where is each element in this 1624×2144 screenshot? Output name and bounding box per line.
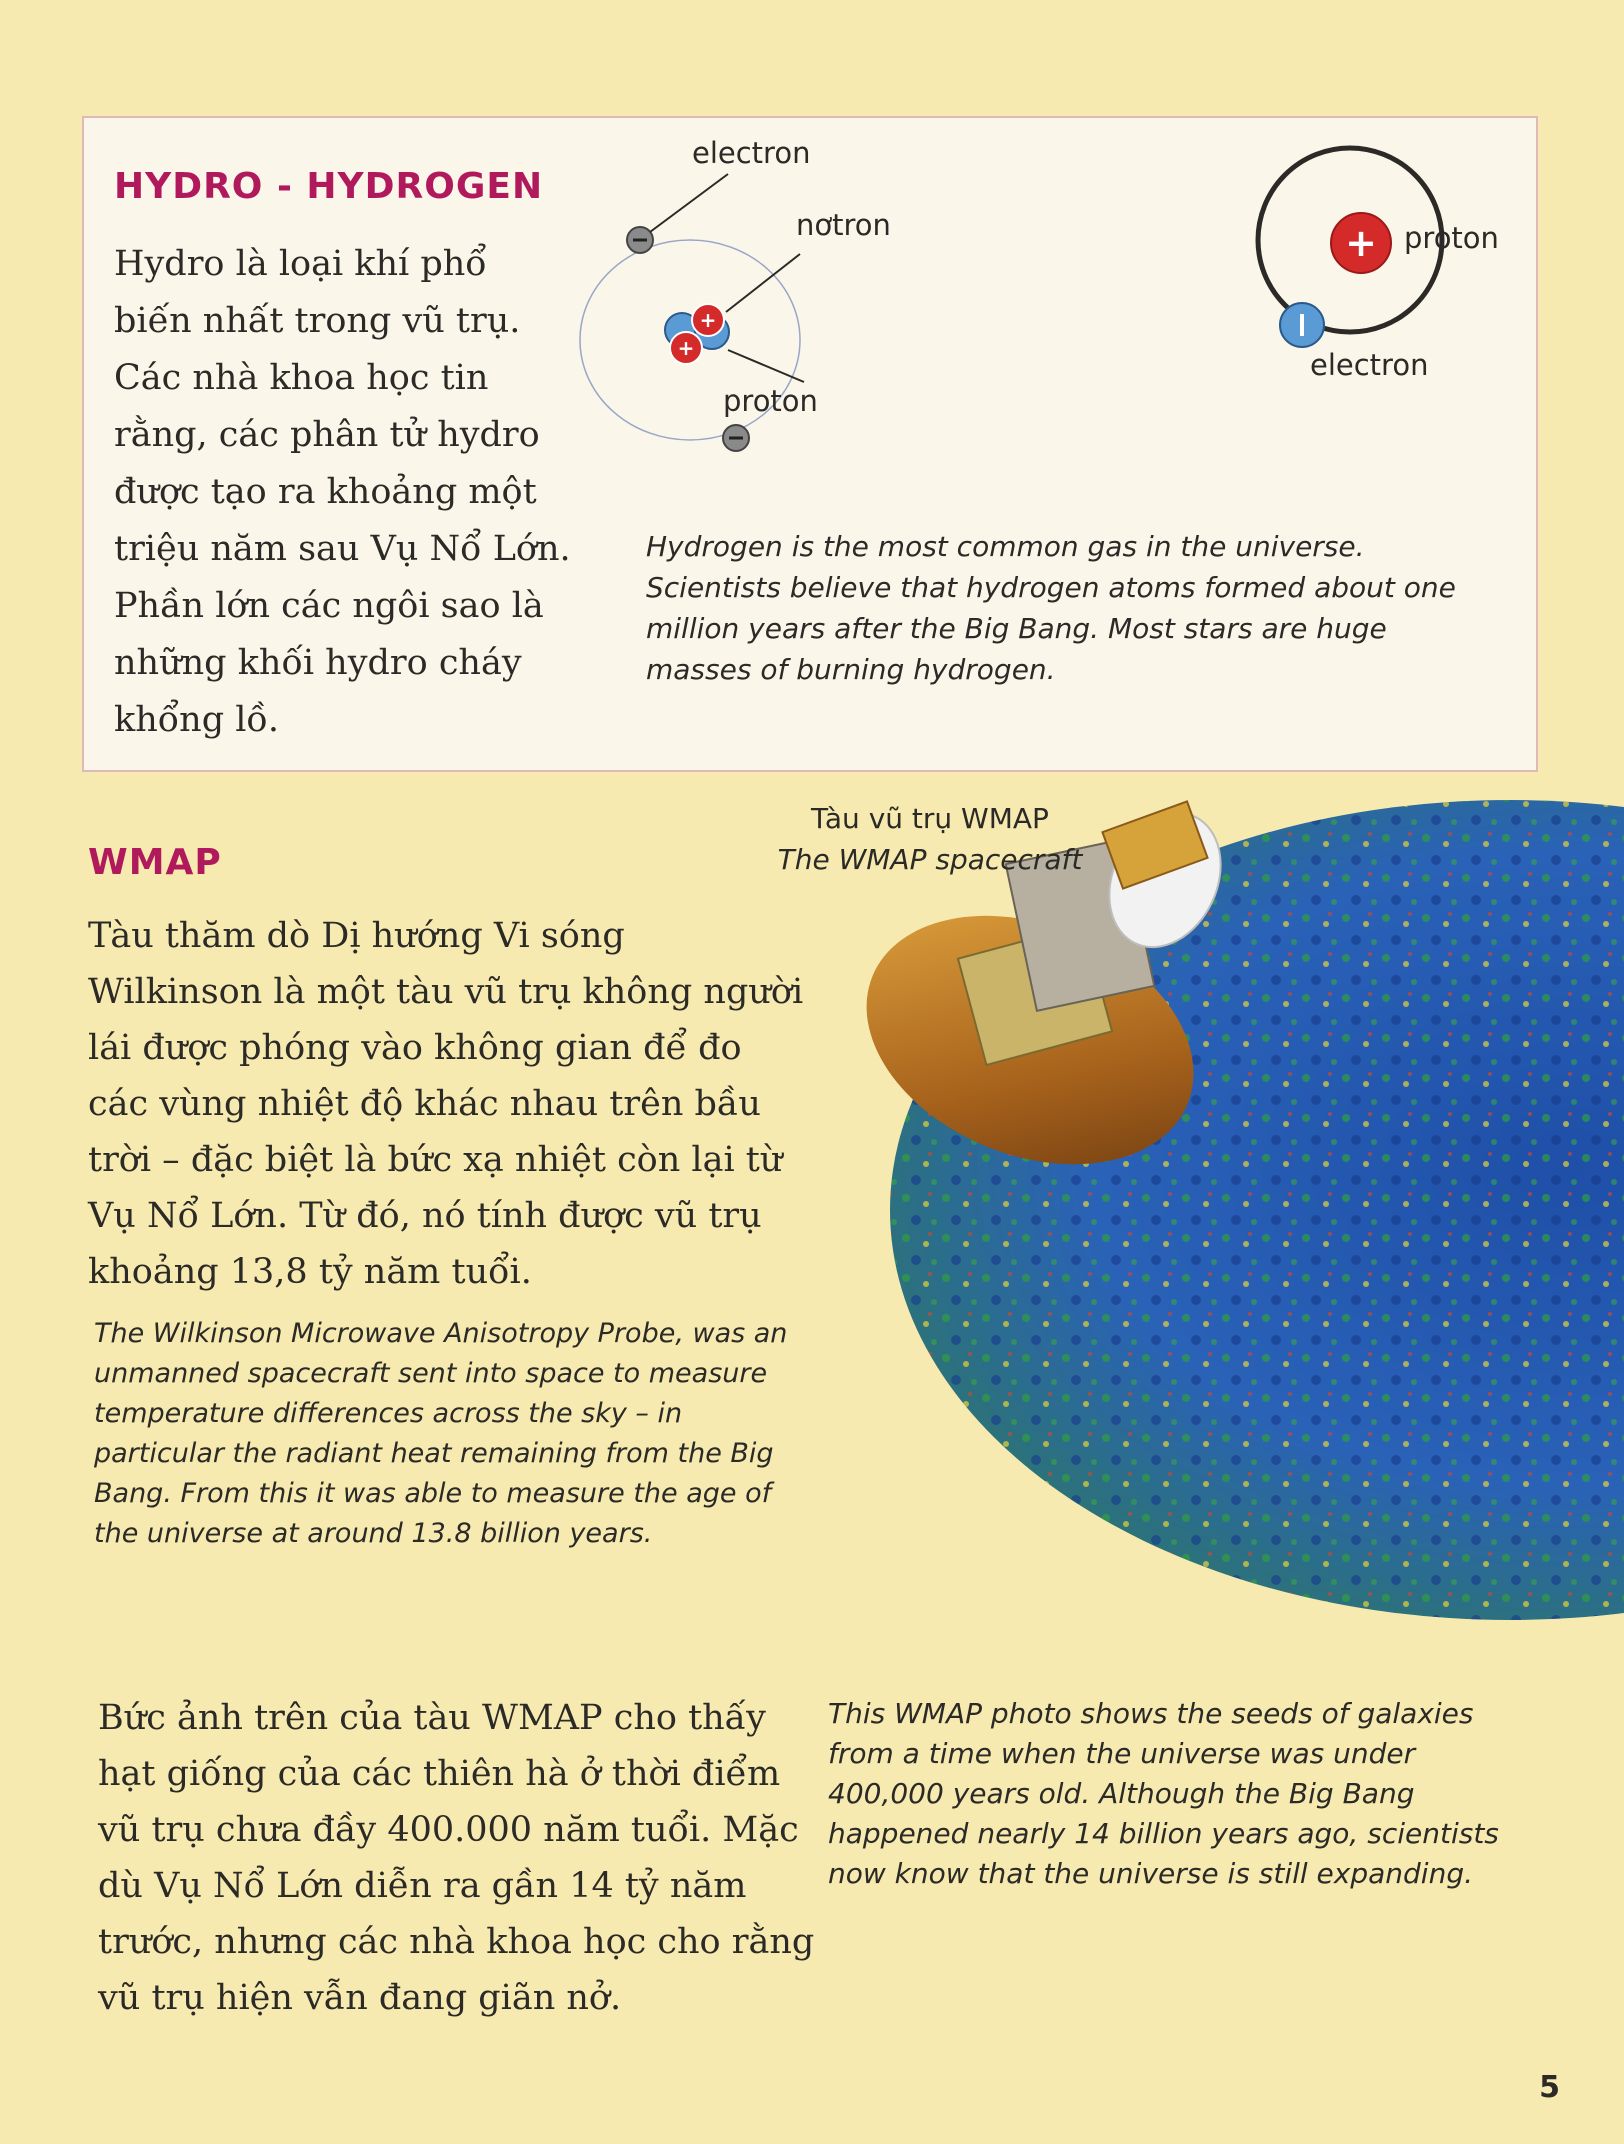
hydrogen-atom-diagram — [560, 130, 891, 460]
proton-icon — [1331, 213, 1391, 273]
electron-icon — [627, 227, 653, 253]
label-proton: proton — [723, 384, 818, 418]
simple-hydrogen-diagram — [1240, 130, 1530, 390]
spacecraft-caption-vi: Tàu vũ trụ WMAP — [811, 802, 1049, 835]
svg-text:+: + — [699, 308, 717, 332]
label-neutron: nơtron — [796, 208, 891, 242]
electron-icon — [723, 425, 749, 451]
pointer-line — [728, 350, 804, 382]
wmap-text-vi: Tàu thăm dò Dị hướng Vi sóng Wilkinson là một tàu vũ trụ không người lái được phóng vào không gian để đo các vùng nhiệt độ khác nhau trên bầu trời – đặc biệt là bức xạ nhiệt còn lại từ Vụ Nổ Lớn. Từ đó, nó tính được vũ trụ khoảng 13,8 tỷ năm tuổi. — [88, 916, 804, 1292]
photo-description-en: This WMAP photo shows the seeds of galaxies from a time when the universe was under 400,000 years old. Although the Big Bang happened nearly 14 billion years ago, scientists now know that the universe is still expanding. — [828, 1697, 1499, 1890]
hydrogen-heading: HYDRO - HYDROGEN — [114, 166, 544, 207]
pointer-line — [726, 254, 800, 312]
wmap-sky-map-illustration — [820, 790, 1624, 1640]
wmap-heading: WMAP — [88, 842, 222, 883]
photo-description-vi: Bức ảnh trên của tàu WMAP cho thấy hạt giống của các thiên hà ở thời điểm vũ trụ chưa đầy 400.000 năm tuổi. Mặc dù Vụ Nổ Lớn diễn ra gần 14 tỷ năm trước, nhưng các nhà khoa học cho rằng vũ trụ hiện vẫn đang giãn nở. — [98, 1698, 815, 2018]
page-number: 5 — [1539, 2070, 1560, 2105]
label-electron: electron — [1310, 348, 1429, 382]
svg-text:+: + — [1345, 221, 1377, 265]
electron-icon — [1280, 303, 1324, 347]
pointer-line — [650, 174, 728, 232]
label-electron: electron — [692, 136, 811, 170]
nucleus-icon — [665, 304, 729, 364]
spacecraft-caption-en: The WMAP spacecraft — [777, 843, 1083, 876]
hydrogen-text-vi: Hydro là loại khí phổ biến nhất trong vũ trụ. Các nhà khoa học tin rằng, các phân tử hydro được tạo ra khoảng một triệu năm sau Vụ Nổ Lớn. Phần lớn các ngôi sao là những khối hydro cháy khổng lồ. — [114, 244, 571, 740]
svg-text:+: + — [677, 336, 695, 360]
label-proton: proton — [1404, 221, 1499, 255]
hydrogen-text-en: Hydrogen is the most common gas in the universe. Scientists believe that hydrogen atoms formed about one million years after the Big Bang. Most stars are huge masses of burning hydrogen. — [646, 530, 1456, 686]
wmap-text-en: The Wilkinson Microwave Anisotropy Probe, was an unmanned spacecraft sent into space to measure temperature differences across the sky – in particular the radiant heat remaining from the Big Bang. From this it was able to measure the age of the universe at around 13.8 billion years. — [94, 1318, 788, 1549]
